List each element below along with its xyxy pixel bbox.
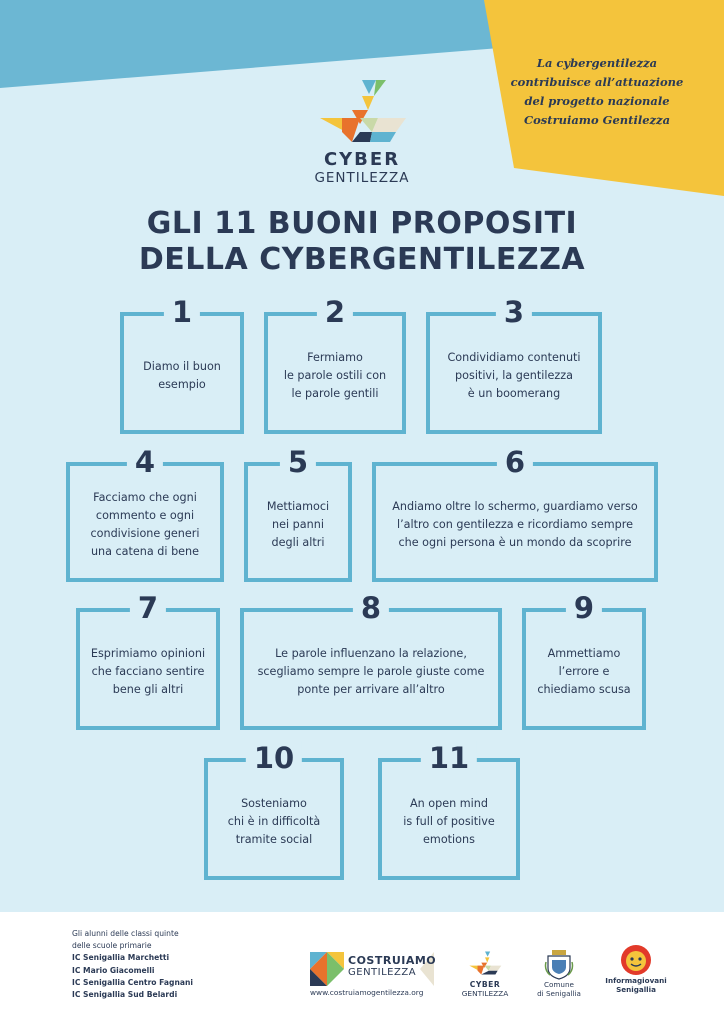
card-text: Esprimiamo opinioni che facciano sentire bene gli altri [90,647,206,696]
proposito-card-4 [66,445,224,582]
proposito-card-10 [204,741,344,880]
proposito-card-7 [76,591,220,730]
smiling-face-icon [620,944,652,976]
credits-intro: Gli alunni delle classi quinte [72,929,179,938]
card-number: 11 [421,741,477,775]
proposito-card-11 [378,741,520,880]
card-number: 6 [497,445,533,479]
card-text: Sosteniamo chi è in difficoltà tramite social [227,797,321,846]
costruiamo-gentilezza-logo [310,950,440,1000]
corner-note-line: Costruiamo Gentilezza [523,113,671,127]
card-text: Condividiamo contenuti positivi, la gentilezza è un boomerang [447,351,581,400]
corner-note-line: contribuisce all’attuazione [510,75,684,89]
title-line-2: DELLA CYBERGENTILEZZA [138,242,586,277]
proposito-card-9 [522,591,646,730]
card-number: 9 [566,591,602,625]
page-title [0,206,724,278]
card-number: 4 [127,445,163,479]
coat-of-arms-icon [544,948,574,980]
proposito-card-6 [372,445,658,582]
cyber-gentilezza-small-logo [460,950,510,1000]
cg-name-line-2: GENTILEZZA [348,967,417,978]
corner-note-line: del progetto nazionale [524,94,670,108]
schools-credits [72,928,272,1001]
card-text: Le parole influenzano la relazione, scegliamo sempre le parole giuste come ponte per arrivare all’altro [257,647,485,696]
cyber-gentilezza-logo [300,76,424,196]
informagiovani-label: Informagiovani Senigallia [605,976,667,994]
credits-intro: delle scuole primarie [72,941,152,951]
informagiovani-logo [604,944,668,994]
card-text: Fermiamo le parole ostili con le parole gentili [283,351,387,400]
small-logo-line-2: GENTILEZZA [461,989,509,998]
corner-note-line: La cybergentilezza [536,56,658,70]
school-name: IC Senigallia Sud Belardi [72,990,178,1000]
website-url: www.costruiamogentilezza.org [310,988,424,997]
card-text: Andiamo oltre lo schermo, guardiamo verso l’altro con gentilezza e ricordiamo sempre che ogni persona è un mondo da scoprire [392,500,638,549]
tangram-boat-icon [312,76,412,146]
proposito-card-8 [240,591,502,730]
card-text: Mettiamoci nei panni degli altri [266,500,330,549]
logo-line-1: CYBER [323,149,401,170]
cg-name-line-1: COSTRUIAMO [348,954,437,967]
card-text: An open mind is full of positive emotions [403,797,495,846]
title-line-1: GLI 11 BUONI PROPOSITI [146,206,578,241]
school-name: IC Mario Giacomelli [72,965,155,975]
card-number: 3 [496,295,532,329]
card-text: Ammettiamo l’errore e chiediamo scusa [537,647,631,696]
comune-label: Comune di Senigallia [537,980,581,998]
card-number: 7 [130,591,166,625]
card-number: 2 [317,295,353,329]
corner-note [502,54,692,130]
tangram-boat-small-icon [465,950,505,976]
tangram-square-icon [310,952,344,986]
card-number: 8 [353,591,389,625]
school-name: IC Senigallia Marchetti [72,953,170,963]
proposito-card-3 [426,295,602,434]
card-number: 5 [280,445,316,479]
small-logo-line-1: CYBER [469,980,501,989]
logo-line-2: GENTILEZZA [314,170,410,186]
card-number: 10 [246,741,302,775]
card-text: Diamo il buon esempio [143,360,221,391]
comune-logo [530,948,588,998]
proposito-card-2 [264,295,406,434]
school-name: IC Senigallia Centro Fagnani [72,977,194,987]
card-number: 1 [164,295,200,329]
card-text: Facciamo che ogni commento e ogni condivisione generi una catena di bene [90,491,200,558]
proposito-card-1 [120,295,244,434]
proposito-card-5 [244,445,352,582]
